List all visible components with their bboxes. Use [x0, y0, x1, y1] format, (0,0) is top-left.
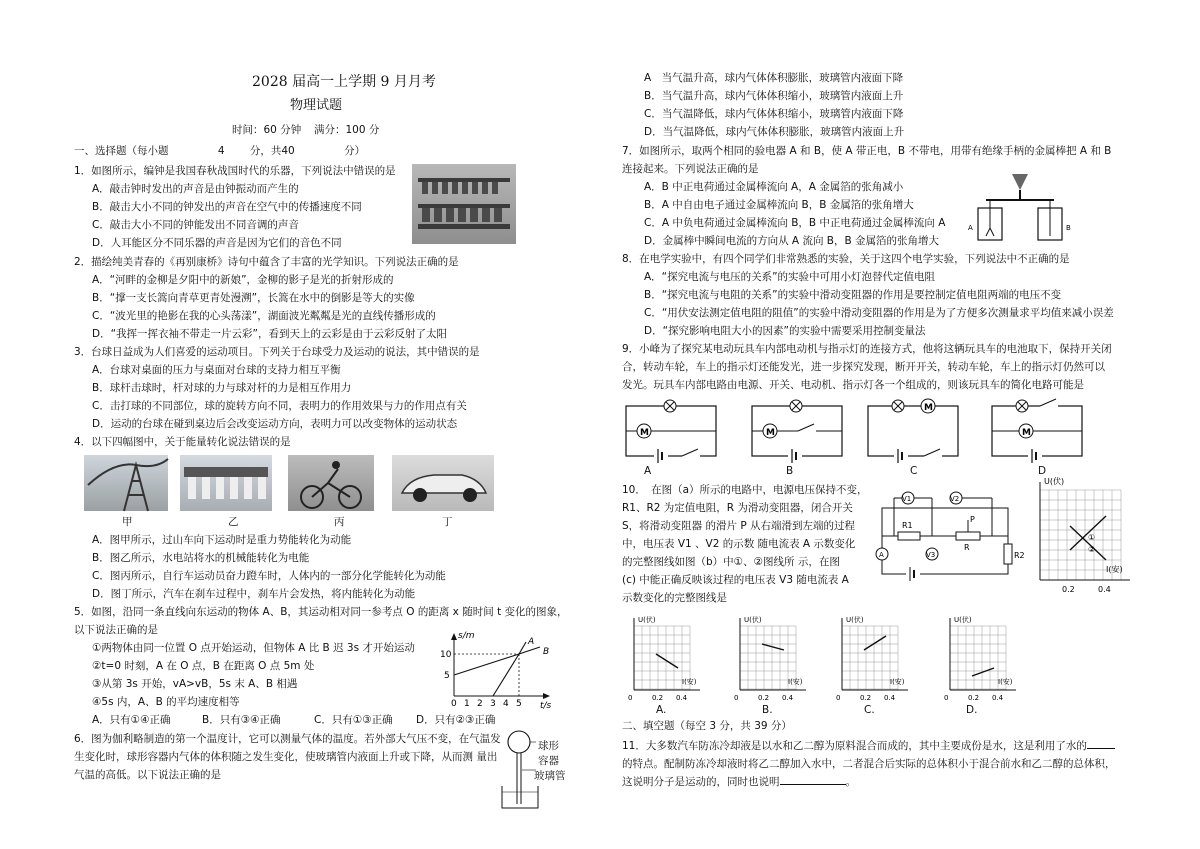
q3-stem: 3．台球日益成为人们喜爱的运动项目。下列关于台球受力及运动的说法，其中错误的是: [74, 346, 480, 358]
q10-option-d: D.: [966, 704, 978, 716]
q10-option-graph-c: [828, 614, 938, 704]
race-car-icon: [392, 455, 494, 511]
q6-option-b: B．当气温升高，球内气体体积缩小，玻璃管内液面上升: [644, 90, 904, 102]
q9-label-a: A: [644, 465, 652, 477]
q1-option-a: A．敲击钟时发出的声音是由钟振动而产生的: [92, 183, 299, 195]
y-axis-label: U(伏): [846, 616, 864, 624]
q10-option-b: B.: [762, 704, 773, 716]
q11-line-1-text: 11．大多数汽车防冻冷却液是以水和乙二醇为原料混合而成的，其中主要成份是水，这是利用了水的: [622, 740, 1087, 752]
page-title: 2028 届高一上学期 9 月月考: [252, 74, 436, 90]
electroscope-label-a: A: [968, 224, 973, 232]
q4-label-yi: 乙: [228, 516, 239, 528]
q6-stem-2: 生变化时，球形容器内气体的体积随之发生变化，使玻璃管内液面上升或下降，从而测 量出: [74, 751, 498, 763]
svg-text:M: M: [640, 428, 649, 438]
q10b-ylabel: U(伏): [1044, 477, 1065, 486]
q10-v1-label: V1: [902, 495, 912, 503]
y-axis-label: U(伏): [954, 616, 972, 624]
section1-heading-d: 分）: [344, 145, 366, 157]
svg-text:M: M: [766, 428, 775, 438]
section1-heading-c: 分，共40: [249, 145, 295, 157]
subject-title: 物理试题: [290, 98, 343, 113]
x-tick-label: 0.4: [782, 694, 794, 702]
electroscope-diagram: [968, 172, 1078, 248]
origin-label: 0: [944, 694, 949, 702]
origin-label: 0: [836, 694, 841, 702]
q10-line-1: 10． 在图（a）所示的电路中，电源电压保持不变，: [622, 484, 868, 496]
q5-statement-3: ③从第 3s 开始，vA>vB，5s 末 A、B 相遇: [92, 678, 298, 690]
q8-option-b: B．“探究电流与电阻的关系”的实验中滑动变阻器的作用是要控制定值电阻两端的电压不变: [644, 289, 1062, 301]
q10b-line-1-label: ①: [1088, 533, 1096, 542]
x-axis-label: I(安): [890, 678, 905, 686]
q5-xtick-0: 0: [451, 699, 457, 709]
q1-stem: 1．如图所示，编钟是我国春秋战国时代的乐器，下列说法中错误的是: [74, 165, 396, 177]
data-line: [972, 668, 994, 676]
q4-photo-ding: [392, 455, 494, 511]
q10b-xlabel: I(安): [1106, 565, 1123, 574]
q5-option-d: D．只有②③正确: [416, 714, 496, 726]
electroscope-label-b: B: [1066, 224, 1071, 232]
q10-r1-label: R1: [902, 521, 913, 530]
q8-option-a: A．“探究电流与电压的关系”的实验中可用小灯泡替代定值电阻: [644, 271, 936, 283]
q10-a-label: A: [879, 551, 884, 559]
origin-label: 0: [628, 694, 633, 702]
q11-period: 。: [845, 776, 856, 788]
q6-label-bulb-2: 容器: [538, 755, 559, 767]
x-tick-label: 0.4: [992, 694, 1004, 702]
q6-label-bulb-1: 球形: [538, 740, 559, 752]
q1-option-b: B．敲击大小不同的钟发出的声音在空气中的传播速度不同: [92, 201, 362, 213]
x-tick-label: 0.4: [884, 694, 896, 702]
data-line: [762, 644, 784, 650]
q5-xtick-4: 4: [503, 699, 509, 709]
q1-option-c: C．敲击大小不同的钟能发出不同音调的声音: [92, 219, 299, 231]
q9-label-c: C: [910, 465, 918, 477]
q5-statement-4: ④5s 内，A、B 的平均速度相等: [92, 696, 240, 708]
q3-option-d: D．运动的台球在碰到桌边后会改变运动方向，表明力可以改变物体的运动状态: [92, 418, 458, 430]
section1-heading-b: 4: [217, 145, 225, 157]
dam-icon: [180, 455, 272, 511]
q10-v2-label: V2: [950, 495, 960, 503]
q11-line-3: [622, 776, 856, 789]
q5-xtick-5: 5: [516, 699, 522, 709]
q5-option-a: A．只有①④正确: [92, 714, 171, 726]
q5-option-c: C．只有①③正确: [314, 714, 393, 726]
q10-option-graph-b: [726, 614, 836, 704]
q7-option-c: C．A 中负电荷通过金属棒流向 B，B 中正电荷通过金属棒流向 A: [644, 217, 946, 229]
q4-label-ding: 丁: [442, 516, 453, 528]
q2-option-c: C．“波光里的艳影在我的心头荡漾”，湖面波光粼粼是光的直线传播形成的: [92, 310, 436, 322]
q7-option-b: B．A 中自由电子通过金属棒流向 B，B 金属箔的张角增大: [644, 199, 914, 211]
data-line: [864, 636, 886, 650]
q10-line-6: (c) 中能正确反映该过程的电压表 V3 随电流表 A: [622, 574, 849, 586]
q11-line-1: [622, 740, 1115, 753]
q5-statement-1: ①两物体由同一位置 O 点开始运动，但物体 A 比 B 迟 3s 才开始运动: [92, 642, 415, 654]
q7-option-d: D．金属棒中瞬间电流的方向从 A 流向 B，B 金属箔的张角增大: [644, 235, 940, 247]
q9-stem-2: 合，转动车轮，车上的指示灯还能发光，进一步探究发现，断开开关，转动车轮，车上的指示灯仍然可以: [622, 361, 1105, 373]
q10-p-label: P: [970, 515, 975, 524]
q10-option-graph-d: [936, 614, 1046, 704]
q9-circuit-d: [990, 396, 1086, 462]
q9-stem-1: 9．小峰为了探究某电动玩具车内部电动机与指示灯的连接方式，他将这辆玩具车的电池取下，保持开关闭: [622, 343, 1112, 355]
bells-illustration-icon: [412, 164, 516, 244]
q3-option-b: B．球杆击球时，杆对球的力与球对杆的力是相互作用力: [92, 382, 352, 394]
y-axis-label: U(伏): [744, 616, 762, 624]
q2-option-d: D．“我挥一挥衣袖不带走一片云彩”，看到天上的云彩是由于云彩反射了太阳: [92, 328, 447, 340]
q4-option-c: C．图丙所示，自行车运动员奋力蹬车时，人体内的一部分化学能转化为动能: [92, 570, 446, 582]
roller-coaster-icon: [84, 455, 168, 511]
q10-graph-b: [1026, 476, 1138, 596]
q4-option-d: D．图丁所示，汽车在刹车过程中，刹车片会发热，将内能转化为动能: [92, 588, 416, 600]
x-axis-label: I(安): [788, 678, 803, 686]
q6-stem-1: 6．图为伽利略制造的第一个温度计，它可以测量气体的温度。若外部大气压不变，在气温发: [74, 733, 501, 745]
q2-option-a: A．“河畔的金柳是夕阳中的新娘”，金柳的影子是光的折射形成的: [92, 274, 394, 286]
q10-line-3: S，将滑动变阻器 的滑片 P 从右端滑到左端的过程: [622, 520, 856, 532]
q5-statement-2: ②t=0 时刻，A 在 O 点，B 在距离 O 点 5m 处: [92, 660, 315, 672]
q10-line-5: 的完整图线如图（b）中①、②图线所 示，在图: [622, 556, 840, 568]
q10-option-c: C.: [864, 704, 875, 716]
q5-ytick-5: 5: [444, 671, 450, 681]
exam-time: 时间：60 分钟: [232, 124, 302, 136]
q10-circuit-a: [872, 488, 1025, 582]
q3-option-a: A．台球对桌面的压力与桌面对台球的支持力相互平衡: [92, 364, 341, 376]
q10b-xtick-1: 0.2: [1062, 585, 1075, 594]
q5-ylabel: s/m: [458, 631, 475, 641]
q5-distance-time-graph: [440, 630, 555, 710]
q2-stem: 2．描绘纯美青春的《再别康桥》诗句中蕴含了丰富的光学知识。下列说法正确的是: [74, 256, 459, 268]
y-axis-label: U(伏): [638, 616, 656, 624]
cyclist-icon: [288, 455, 374, 511]
q7-option-a: A．B 中正电荷通过金属棒流向 A，A 金属箔的张角减小: [644, 181, 904, 193]
exam-score: 满分：100 分: [314, 124, 380, 136]
q5-stem-2: 以下说法正确的是: [74, 624, 158, 636]
q6-stem-3: 气温的高低。以下说法正确的是: [74, 769, 221, 781]
q7-stem-1: 7．如图所示，取两个相同的验电器 A 和 B，使 A 带正电，B 不带电，用带有绝缘手柄的金属棒把 A 和 B: [622, 145, 1112, 157]
q4-option-b: B．图乙所示，水电站将水的机械能转化为电能: [92, 552, 310, 564]
x-axis-label: I(安): [998, 678, 1013, 686]
section1-heading-a: 一、选择题（每小题: [74, 145, 169, 157]
q5-line-b-label: B: [543, 647, 550, 657]
q5-ytick-10: 10: [440, 650, 452, 660]
section1-heading: [74, 145, 365, 158]
q5-xtick-1: 1: [464, 699, 470, 709]
x-tick-label: 0.2: [758, 694, 770, 702]
q6-option-d: D．当气温降低，球内气体体积膨胀，玻璃管内液面上升: [644, 126, 905, 138]
svg-text:M: M: [1022, 428, 1031, 438]
q4-photo-bing: [288, 455, 374, 511]
q6-option-a: A 当气温升高，球内气体体积膨胀，玻璃管内液面下降: [644, 72, 904, 84]
q3-option-c: C．击打球的不同部位，球的旋转方向不同，表明力的作用效果与力的作用点有关: [92, 400, 467, 412]
q4-photo-jia: [84, 455, 168, 511]
x-tick-label: 0.2: [652, 694, 664, 702]
q9-label-d: D: [1038, 465, 1047, 477]
q4-label-bing: 丙: [334, 516, 345, 528]
q1-bells-photo: [412, 164, 516, 244]
x-axis-label: I(安): [682, 678, 697, 686]
q10-v3-label: V3: [926, 551, 936, 559]
origin-label: 0: [734, 694, 739, 702]
q9-circuit-c: [866, 396, 962, 462]
q4-stem: 4．以下四幅图中，关于能量转化说法错误的是: [74, 436, 291, 448]
q4-label-jia: 甲: [122, 516, 133, 528]
q10-r-label: R: [964, 543, 970, 552]
q10-r2-label: R2: [1014, 551, 1025, 560]
q5-line-a-label: A: [528, 637, 535, 647]
q5-xtick-3: 3: [490, 699, 496, 709]
q10-option-a: A.: [656, 704, 667, 716]
q10b-line-2-label: ②: [1088, 545, 1096, 554]
q8-stem: 8．在电学实验中，有四个同学们非常熟悉的实验，关于这四个电学实验，下列说法中不正确的是: [622, 253, 1070, 265]
q11-line-2: 的特点。配制防冻冷却液时将乙二醇加入水中，二者混合后实际的总体积小于混合前水和乙二醇的总体积，: [622, 758, 1116, 770]
q8-option-c: C．“用伏安法测定值电阻的阻值”的实验中滑动变阻器的作用是为了方便多次测量求平均值来减小误差: [644, 307, 1114, 319]
q5-xlabel: t/s: [540, 701, 552, 711]
q10-line-2: R1、R2 为定值电阻，R 为滑动变阻器，闭合开关: [622, 502, 853, 514]
q9-stem-3: 发光。玩具车内部电路由电源、开关、电动机、指示灯各一个组成的，则该玩具车的简化电路可能是: [622, 379, 1084, 391]
section2-heading: 二、填空题（每空 3 分，共 39 分）: [622, 720, 792, 732]
q2-option-b: B．“撑一支长篙向青草更青处漫溯”，长篙在水中的倒影是等大的实像: [92, 292, 415, 304]
q4-photo-yi: [180, 455, 272, 511]
q10-option-graph-a: [620, 614, 730, 704]
svg-text:M: M: [924, 403, 933, 413]
q6-label-tube: 玻璃管: [534, 770, 566, 782]
x-tick-label: 0.2: [968, 694, 980, 702]
q11-line-3-text: 这说明分子是运动的，同时也说明: [622, 776, 780, 788]
q4-option-a: A．图甲所示，过山车向下运动时是重力势能转化为动能: [92, 534, 352, 546]
q10b-xtick-2: 0.4: [1098, 585, 1111, 594]
q9-circuit-a: [624, 396, 720, 462]
data-line: [656, 654, 678, 668]
q5-stem-1: 5．如图，沿同一条直线向东运动的物体 A、B，其运动相对同一参考点 O 的距离 x 随时间 t 变化的图象，: [74, 606, 568, 618]
q7-stem-2: 连接起来。下列说法正确的是: [622, 163, 759, 175]
q5-option-b: B．只有③④正确: [202, 714, 281, 726]
q8-option-d: D．“探究影响电阻大小的因素”的实验中需要采用控制变量法: [644, 325, 926, 337]
q9-circuit-b: [750, 396, 846, 462]
q11-blank-1[interactable]: [1087, 748, 1115, 749]
x-tick-label: 0.4: [676, 694, 688, 702]
x-tick-label: 0.2: [860, 694, 872, 702]
q6-option-c: C．当气温降低，球内气体体积缩小，玻璃管内液面下降: [644, 108, 904, 120]
q9-label-b: B: [786, 465, 794, 477]
q10-line-7: 示数变化的完整图线是: [622, 592, 727, 604]
q5-xtick-2: 2: [477, 699, 483, 709]
q1-option-d: D．人耳能区分不同乐器的声音是因为它们的音色不同: [92, 237, 342, 249]
q11-blank-2[interactable]: [780, 784, 846, 785]
q10-line-4: 中，电压表 V1 、V2 的示数 随电流表 A 示数变化: [622, 538, 856, 550]
